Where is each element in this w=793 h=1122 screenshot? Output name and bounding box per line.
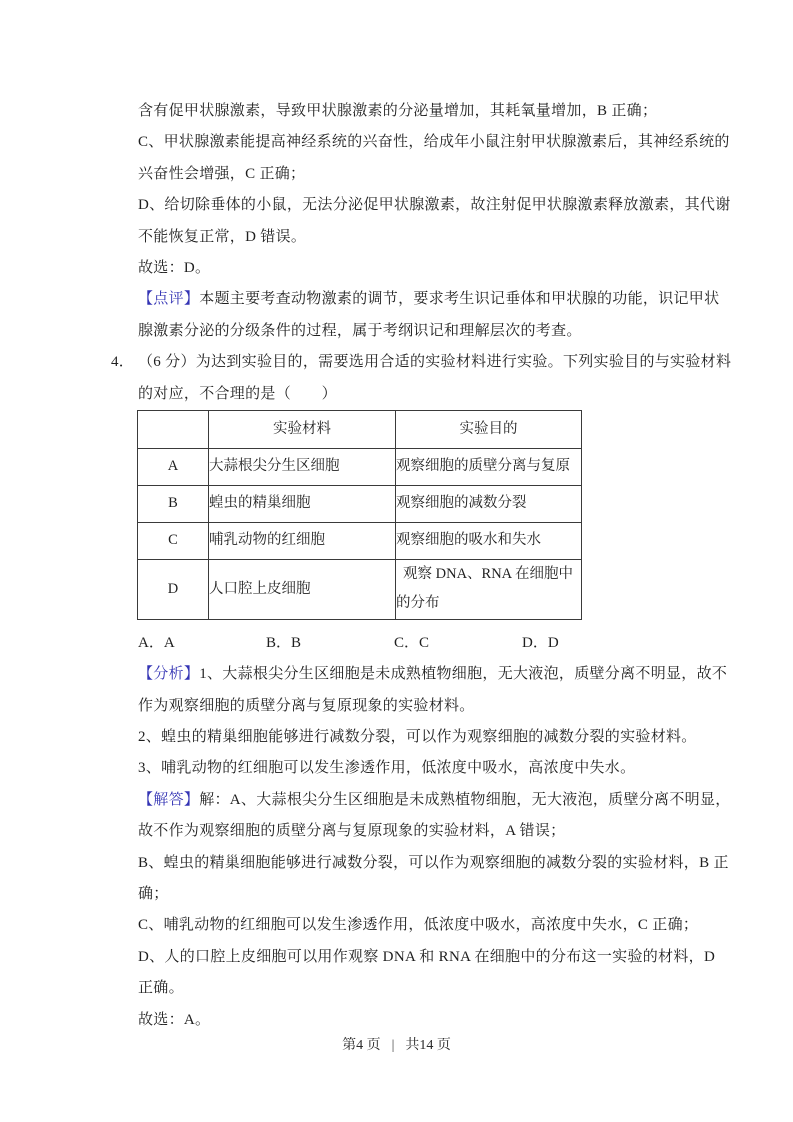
q4-analysis-line: 3、哺乳动物的红细胞可以发生渗透作用，低浓度中吸水，高浓度中失水。 — [138, 760, 636, 777]
row-key-cell: B — [138, 485, 209, 522]
material-cell: 大蒜根尖分生区细胞 — [209, 448, 396, 485]
q4-answer-line — [138, 785, 738, 816]
q3-answer-choice-line: 故选：D。 — [138, 259, 211, 276]
q4-stem-line: 的对应，不合理的是（ ） — [138, 385, 337, 402]
purpose-cell: 观察 DNA、RNA 在细胞中的分布 — [396, 559, 582, 619]
q3-explanation-line: 兴奋性会增强，C 正确； — [138, 165, 306, 182]
table-row — [138, 485, 582, 522]
q3-explanation-line: 含有促甲状腺激素，导致甲状腺激素的分泌量增加，其耗氧量增加，B 正确； — [138, 103, 658, 119]
options-row — [138, 628, 738, 659]
q4-answer-choice-line: 故选：A。 — [138, 1011, 211, 1028]
table-row — [138, 522, 582, 559]
table-header-cell: 实验材料 — [209, 410, 396, 448]
material-cell: 蝗虫的精巢细胞 — [209, 485, 396, 522]
answer-text: 解：A、大蒜根尖分生区细胞是未成熟植物细胞，无大液泡，质壁分离不明显， — [199, 791, 731, 808]
q4-answer-line: 故不作为观察细胞的质壁分离与复原现象的实验材料，A 错误； — [138, 823, 566, 840]
footer-separator: | — [391, 1038, 395, 1053]
purpose-cell: 观察细胞的质壁分离与复原 — [396, 448, 582, 485]
q4-analysis-line: 作为观察细胞的质壁分离与复原现象的实验材料。 — [138, 697, 475, 714]
row-key-cell: D — [138, 559, 209, 619]
option-c: C．C — [394, 634, 430, 651]
option-b: B．B — [266, 634, 302, 651]
footer-total-pages: 共14 页 — [405, 1038, 451, 1053]
table-header-row — [138, 410, 582, 448]
q4-answer-line: 正确。 — [138, 980, 184, 997]
q4-answer-line: 确； — [138, 886, 169, 903]
answer-tag: 【解答】 — [138, 791, 200, 808]
q4-answer-line: C、哺乳动物的红细胞可以发生渗透作用，低浓度中吸水，高浓度中失水，C 正确； — [138, 917, 699, 934]
analysis-tag: 【分析】 — [138, 666, 200, 683]
row-key-cell: A — [138, 448, 209, 485]
q3-explanation-line: 不能恢复正常，D 错误。 — [138, 228, 307, 245]
analysis-text: 1、大蒜根尖分生区细胞是未成熟植物细胞，无大液泡，质壁分离不明显，故不 — [199, 666, 728, 683]
question-number: 4． — [111, 354, 135, 371]
q3-comment-line: 腺激素分泌的分级条件的过程，属于考纲识记和理解层次的考查。 — [138, 322, 582, 339]
page-footer — [0, 1036, 793, 1056]
q3-explanation-line: C、甲状腺激素能提高神经系统的兴奋性，给成年小鼠注射甲状腺激素后，其神经系统的 — [138, 134, 730, 151]
purpose-cell: 观察细胞的吸水和失水 — [396, 522, 582, 559]
table-header-cell — [138, 410, 209, 448]
q3-explanation-line: D、给切除垂体的小鼠，无法分泌促甲状腺激素，故注射促甲状腺激素释放激素，其代谢 — [138, 197, 731, 214]
q4-analysis-line — [138, 659, 738, 690]
option-d: D．D — [522, 634, 559, 651]
table-header-cell: 实验目的 — [396, 410, 582, 448]
q4-stem-text: （6 分）为达到实验目的，需要选用合适的实验材料进行实验。下列实验目的与实验材料 — [138, 354, 732, 371]
page-content — [111, 96, 738, 1036]
material-cell: 哺乳动物的红细胞 — [209, 522, 396, 559]
comment-text: 本题主要考查动物激素的调节，要求考生识记垂体和甲状腺的功能，识记甲状 — [199, 291, 720, 308]
q4-answer-line: B、蝗虫的精巢细胞能够进行减数分裂，可以作为观察细胞的减数分裂的实验材料，B 正 — [138, 854, 729, 871]
material-cell: 人口腔上皮细胞 — [209, 559, 396, 619]
q4-stem-line — [111, 347, 738, 378]
table-row — [138, 559, 582, 619]
purpose-cell: 观察细胞的减数分裂 — [396, 485, 582, 522]
q4-analysis-line: 2、蝗虫的精巢细胞能够进行减数分裂，可以作为观察细胞的减数分裂的实验材料。 — [138, 729, 697, 746]
table-row — [138, 448, 582, 485]
q4-answer-line: D、人的口腔上皮细胞可以用作观察 DNA 和 RNA 在细胞中的分布这一实验的材料，D — [138, 948, 716, 965]
footer-page-number: 第4 页 — [342, 1038, 381, 1053]
comment-tag: 【点评】 — [138, 291, 200, 308]
row-key-cell: C — [138, 522, 209, 559]
q3-comment-line — [138, 284, 738, 315]
experiment-table — [137, 410, 582, 620]
option-a: A．A — [138, 634, 175, 651]
